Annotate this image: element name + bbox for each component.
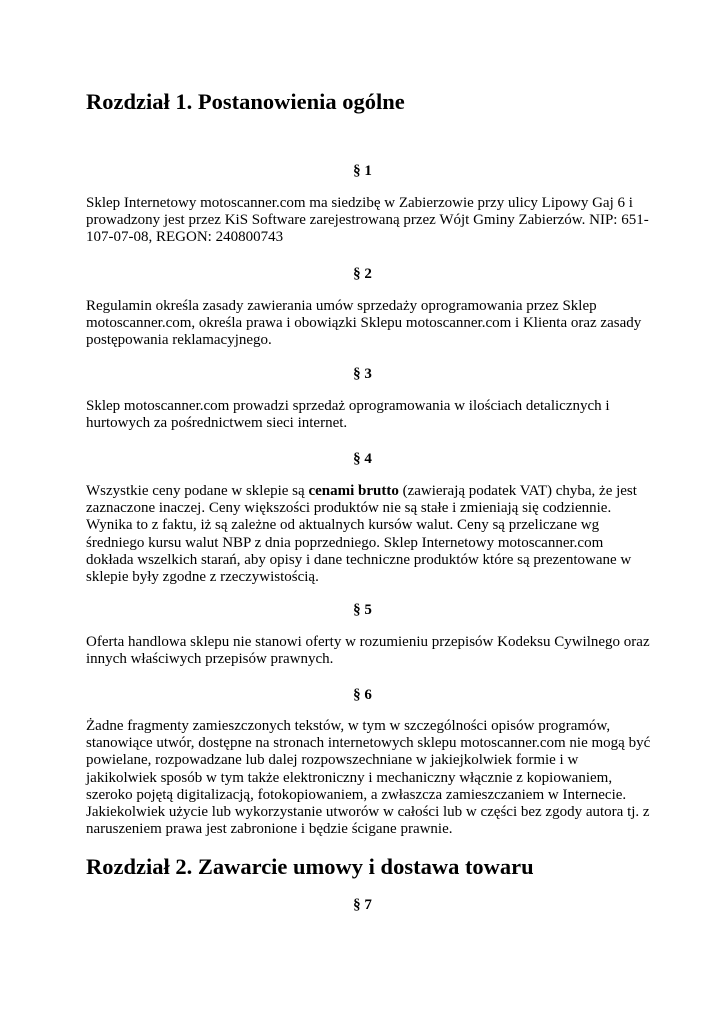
text-line: jakikolwiek sposób w tym także elektroniczny i mechaniczny włącznie z kopiowaniem, xyxy=(86,769,613,786)
text-line: naruszeniem prawa jest zabronione i będzie ścigane prawnie. xyxy=(86,821,453,838)
chapter-1-heading: Rozdział 1. Postanowienia ogólne xyxy=(86,89,405,114)
text-line xyxy=(86,483,646,500)
section-mark-2: § 2 xyxy=(353,266,372,282)
text-line: innych właściwych przepisów prawnych. xyxy=(86,651,334,668)
section-mark-5: § 5 xyxy=(353,602,372,618)
section-2-text xyxy=(86,298,646,350)
text-line: Jakiekolwiek użycie lub wykorzystanie utworów w całości lub w części bez zgody autora tj. z xyxy=(86,804,650,821)
text-line: Regulamin określa zasady zawierania umów sprzedaży oprogramowania przez Sklep xyxy=(86,298,597,314)
section-3-text xyxy=(86,398,646,432)
text-line: sklepie były zgodne z rzeczywistością. xyxy=(86,569,319,586)
section-mark-3: § 3 xyxy=(353,366,372,382)
section-mark-7: § 7 xyxy=(353,897,372,913)
section-mark-4: § 4 xyxy=(353,451,372,467)
section-1-text xyxy=(86,195,649,247)
bold-text-run: cenami brutto xyxy=(308,483,399,499)
section-mark-1: § 1 xyxy=(353,163,372,179)
section-5-text xyxy=(86,634,650,668)
text-line: średniego kursu walut NBP z dnia poprzedniego. Sklep Internetowy motoscanner.com xyxy=(86,534,604,551)
text-line: Wynika to z faktu, iż są zależne od aktualnych kursów walut. Ceny są przeliczane wg xyxy=(86,517,600,534)
text-line: Oferta handlowa sklepu nie stanowi oferty w rozumieniu przepisów Kodeksu Cywilnego oraz xyxy=(86,634,650,650)
text-line: dokłada wszelkich starań, aby opisy i dane techniczne produktów które są prezentowane w xyxy=(86,551,632,568)
text-line: Żadne fragmenty zamieszczonych tekstów, w tym w szczególności opisów programów, xyxy=(86,718,611,734)
text-line: 107-07-08, REGON: 240800743 xyxy=(86,229,284,246)
text-line: motoscanner.com, określa prawa i obowiązki Sklepu motoscanner.com i Klienta oraz zasady xyxy=(86,315,642,332)
text-run: (zawierają podatek VAT) chyba, że jest xyxy=(398,483,637,499)
section-mark-6: § 6 xyxy=(353,687,372,703)
section-4-text xyxy=(86,483,646,586)
text-line: szeroko pojętą digitalizacją, fotokopiowaniem, a zwłaszcza zamieszczaniem w Internecie. xyxy=(86,786,627,803)
section-6-text xyxy=(86,718,651,838)
text-line: postępowania reklamacyjnego. xyxy=(86,332,272,349)
text-run: Wszystkie ceny podane w sklepie są xyxy=(86,483,309,499)
text-line: zaznaczone inaczej. Ceny większości produktów nie są stałe i zmieniają się codziennie. xyxy=(86,500,612,517)
text-line: hurtowych za pośrednictwem sieci internet. xyxy=(86,415,348,432)
chapter-2-heading: Rozdział 2. Zawarcie umowy i dostawa towaru xyxy=(86,854,534,879)
text-line: Sklep motoscanner.com prowadzi sprzedaż oprogramowania w ilościach detalicznych i xyxy=(86,398,610,414)
text-line: Sklep Internetowy motoscanner.com ma siedzibę w Zabierzowie przy ulicy Lipowy Gaj 6 i xyxy=(86,195,633,211)
text-line: stanowiące utwór, dostępne na stronach internetowych sklepu motoscanner.com nie mogą być xyxy=(86,735,651,752)
text-line: prowadzony jest przez KiS Software zarejestrowaną przez Wójt Gminy Zabierzów. NIP: 651- xyxy=(86,212,649,229)
text-line: powielane, rozpowadzane lub dalej rozpowszechniane w jakiejkolwiek formie i w xyxy=(86,752,579,769)
